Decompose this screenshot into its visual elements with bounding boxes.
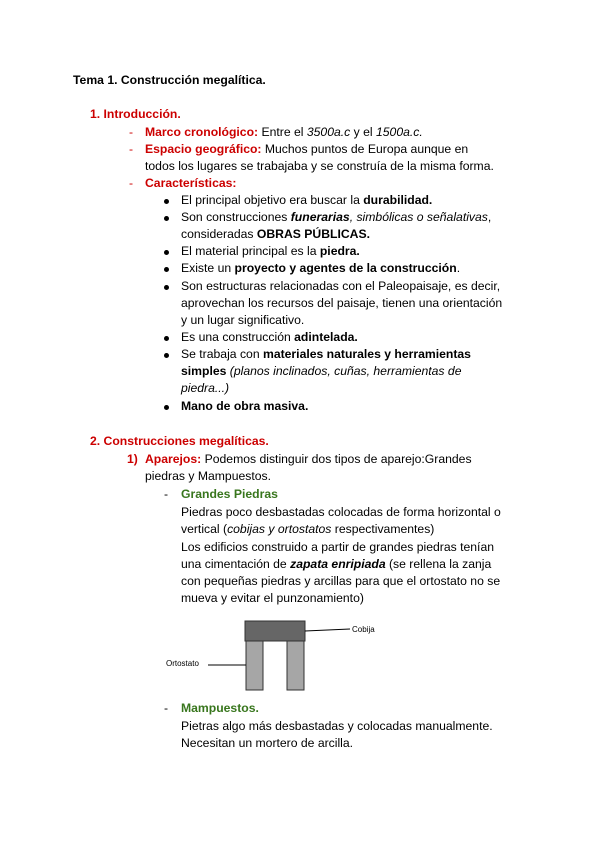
bullet-funerarias: Son construcciones funerarias, simbólicas o señalativas, xyxy=(181,210,492,224)
cobija-stone xyxy=(245,621,305,641)
grandes-piedras-line5: con pequeñas piedras y arcillas para que el ortostato no se xyxy=(181,574,501,588)
aparejos-line: Aparejos: Podemos distinguir dos tipos de aparejo:Grandes xyxy=(145,452,472,466)
bullet-proyecto: Existe un proyecto y agentes de la construcción. xyxy=(181,261,461,275)
grandes-piedras-line6: mueva y evitar el punzonamiento) xyxy=(181,591,364,605)
bullet-paleopaisaje: Son estructuras relacionadas con el Paleopaisaje, es decir, xyxy=(181,279,501,293)
aparejos-cont: piedras y Mampuestos. xyxy=(145,469,271,483)
page-title: Tema 1. Construcción megalítica. xyxy=(73,73,266,87)
mampuestos-line1: Pietras algo más desbastadas y colocadas manualmente. xyxy=(181,719,493,733)
mampuestos-line2: Necesitan un mortero de arcilla. xyxy=(181,736,354,750)
bullet-dot xyxy=(164,285,169,290)
mampuestos-title: Mampuestos. xyxy=(181,701,259,715)
section-1-heading: 1. Introducción. xyxy=(90,107,181,121)
bullet-adintelada: Es una construcción adintelada. xyxy=(181,330,358,344)
dash-bullet: - xyxy=(129,125,134,139)
cobija-label: Cobija xyxy=(352,625,375,634)
bullet-paleopaisaje-cont1: aprovechan los recursos del paisaje, tienen una orientación xyxy=(181,296,503,310)
bullet-materiales: Se trabaja con materiales naturales y herramientas xyxy=(181,347,471,361)
aparejos-number: 1) xyxy=(127,452,138,466)
bullet-piedra: El material principal es la piedra. xyxy=(181,244,360,258)
ortostato-label: Ortostato xyxy=(166,659,199,668)
grandes-piedras-line1: Piedras poco desbastadas colocadas de forma horizontal o xyxy=(181,505,501,519)
dash-bullet: - xyxy=(164,487,169,501)
bullet-durabilidad: El principal objetivo era buscar la durabilidad. xyxy=(181,193,433,207)
bullet-materiales-cont1: simples (planos inclinados, cuñas, herramientas de xyxy=(181,364,462,378)
dash-bullet: - xyxy=(164,701,169,715)
marco-cronologico-line: Marco cronológico: Entre el 3500a.c y el 1500a.c. xyxy=(145,125,423,139)
section-2-heading: 2. Construcciones megalíticas. xyxy=(90,434,269,448)
dolmen-diagram xyxy=(160,612,390,697)
grandes-piedras-line3: Los edificios construido a partir de grandes piedras tenían xyxy=(181,540,495,554)
espacio-geografico-cont: todos los lugares se trabajaba y se construía de la misma forma. xyxy=(145,159,494,173)
bullet-materiales-cont2: piedra...) xyxy=(181,381,230,395)
bullet-dot xyxy=(164,336,169,341)
bullet-mano-de-obra: Mano de obra masiva. xyxy=(181,399,309,413)
ortostato-left xyxy=(246,641,263,690)
caracteristicas-label: Características: xyxy=(145,176,237,190)
bullet-funerarias-cont: consideradas OBRAS PÚBLICAS. xyxy=(181,227,370,241)
dash-bullet: - xyxy=(129,142,134,156)
dash-bullet: - xyxy=(129,176,134,190)
espacio-geografico-line: Espacio geográfico: Muchos puntos de Europa aunque en xyxy=(145,142,469,156)
bullet-dot xyxy=(164,353,169,358)
bullet-dot xyxy=(164,199,169,204)
bullet-dot xyxy=(164,250,169,255)
bullet-dot xyxy=(164,267,169,272)
grandes-piedras-line4: una cimentación de zapata enripiada (se rellena la zanja xyxy=(181,557,492,571)
ortostato-right xyxy=(287,641,304,690)
bullet-paleopaisaje-cont2: y un lugar significativo. xyxy=(181,313,305,327)
bullet-dot xyxy=(164,405,169,410)
grandes-piedras-line2: vertical (cobijas y ortostatos respectivamentes) xyxy=(181,522,435,536)
cobija-pointer-line xyxy=(305,629,350,631)
grandes-piedras-title: Grandes Piedras xyxy=(181,487,278,501)
bullet-dot xyxy=(164,216,169,221)
